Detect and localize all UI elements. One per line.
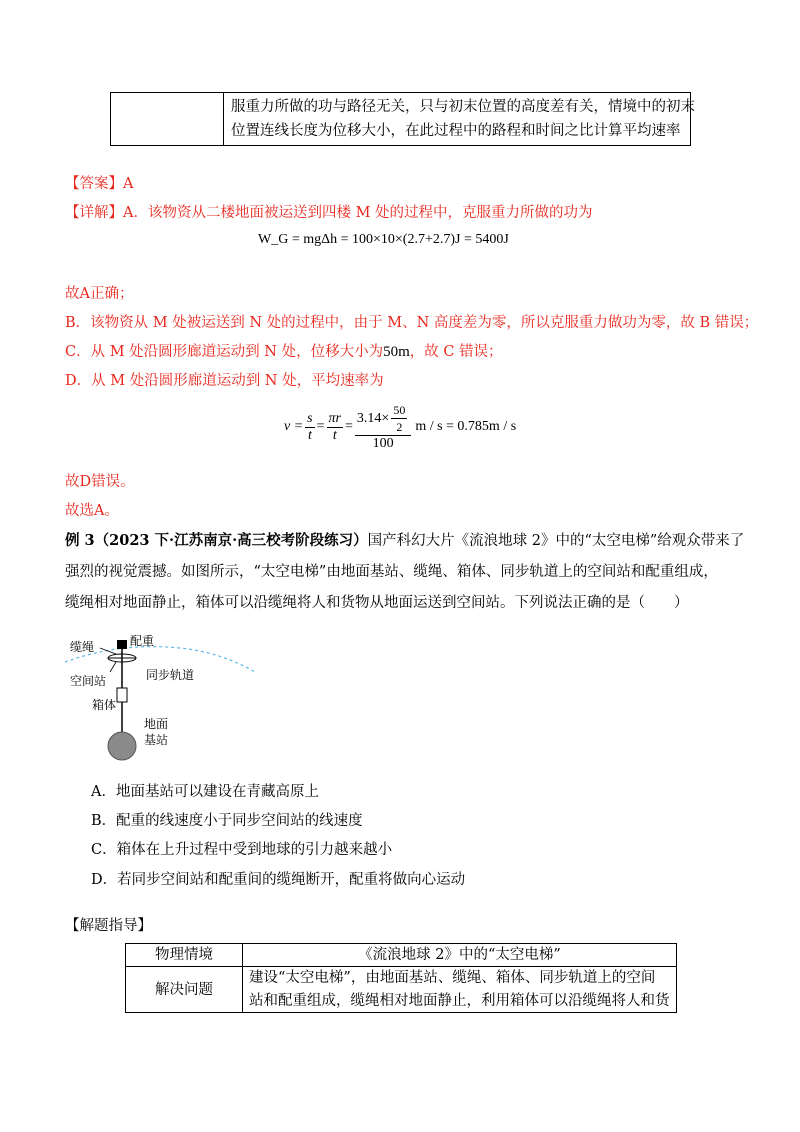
ground-base-earth (108, 732, 136, 760)
frac-t: t (307, 427, 312, 443)
label-ground-2: 基站 (144, 733, 169, 747)
option-d: D．若同步空间站和配重间的缆绳断开，配重将做向心运动 (91, 872, 466, 888)
example3-line1-rest: 国产科幻大片《流浪地球 2》中的“太空电梯”给观众带来了 (367, 533, 745, 549)
detail-c-post: ，故 C 错误； (409, 344, 503, 360)
frac-s: s (307, 410, 313, 426)
detail-a-intro: A．该物资从二楼地面被运送到四楼 M 处的过程中，克服重力所做的功为 (123, 205, 593, 221)
detail-final: 故选A。 (65, 503, 119, 519)
detail-a-intro-line (65, 203, 593, 223)
label-cable: 缆绳 (70, 640, 95, 654)
example3-line2: 强烈的视觉震撼。如图所示，“太空电梯”由地面基站、缆绳、箱体、同步轨道上的空间站和配重组成， (65, 564, 718, 580)
station-pointer (110, 662, 116, 672)
equals-sign-1: = (316, 419, 325, 434)
option-c: C．箱体在上升过程中受到地球的引力越来越小 (91, 842, 393, 858)
elevator-box (117, 688, 127, 702)
label-station: 空间站 (70, 674, 107, 688)
formula-v-lhs: v = (284, 419, 304, 434)
detail-c-pre: C．从 M 处沿圆形廊道运动到 N 处，位移大小为 (65, 344, 384, 360)
frac-2: 2 (396, 420, 403, 434)
frac-main-numerator (355, 402, 411, 436)
frac-100: 100 (372, 436, 394, 451)
example3-line1 (65, 531, 744, 551)
fraction-s-over-t (305, 411, 314, 444)
guide-row2-line1: 建设“太空电梯”，由地面基站、缆绳、箱体、同步轨道上的空间 (249, 970, 656, 986)
counterweight-block (117, 640, 127, 649)
guide-row2-label: 解决问题 (155, 982, 213, 998)
detail-a-conclusion: 故A正确； (65, 286, 134, 302)
frac-pir: πr (328, 410, 341, 426)
equals-sign-2: = (345, 419, 353, 434)
frac-main-314: 3.14× (356, 410, 390, 426)
frac-t2: t (332, 427, 337, 443)
top-table-line1: 服重力所做的功与路径无关，只与初末位置的高度差有关，情境中的初末 (231, 99, 695, 115)
answer-label: 【答案】 (65, 176, 123, 192)
frac-50: 50 (393, 403, 406, 417)
option-b: B．配重的线速度小于同步空间站的线速度 (91, 813, 363, 829)
fraction-50-over-2 (391, 402, 407, 435)
option-a: A．地面基站可以建设在青藏高原上 (91, 784, 319, 800)
detail-c-value: 50m (383, 344, 410, 360)
label-ground-1: 地面 (144, 717, 169, 731)
guide-title: 【解题指导】 (65, 918, 152, 934)
example3-title: 例 3（2023 下·江苏南京·高三校考阶段练习） (65, 532, 368, 549)
detail-c (65, 342, 503, 362)
detail-b: B．该物资从 M 处被运送到 N 处的过程中，由于 M、N 高度差为零，所以克服重力做功为零，故 B 错误； (65, 315, 759, 331)
label-counterweight: 配重 (130, 634, 155, 648)
answer-line (65, 174, 133, 194)
guide-row1-value: 《流浪地球 2》中的“太空电梯” (358, 947, 561, 963)
label-box: 箱体 (92, 698, 117, 712)
formula-work-gravity: W_G = mgΔh = 100×10×(2.7+2.7)J = 5400J (258, 232, 509, 247)
detail-d-conclusion: 故D错误。 (65, 474, 135, 490)
fraction-pir-over-t (327, 411, 343, 444)
detail-label: 【详解】 (65, 205, 123, 221)
guide-row2-line2: 站和配重组成，缆绳相对地面静止，利用箱体可以沿缆绳将人和货 (249, 993, 670, 1009)
formula-v-rhs: m / s = 0.785m / s (415, 419, 517, 434)
fraction-main (355, 402, 411, 452)
guide-row1-label: 物理情境 (155, 947, 213, 963)
detail-d-intro: D．从 M 处沿圆形廊道运动到 N 处，平均速率为 (65, 373, 384, 389)
example3-line3: 缆绳相对地面静止，箱体可以沿缆绳将人和货物从地面运送到空间站。下列说法正确的是（ ） (65, 595, 689, 611)
answer-value: A (123, 176, 134, 192)
top-table-left-cell (110, 92, 224, 146)
top-table-line2: 位置连线长度为位移大小，在此过程中的路程和时间之比计算平均速率 (231, 123, 681, 139)
space-elevator-diagram (60, 630, 260, 770)
label-orbit: 同步轨道 (146, 668, 195, 682)
formula-average-speed (284, 402, 516, 452)
